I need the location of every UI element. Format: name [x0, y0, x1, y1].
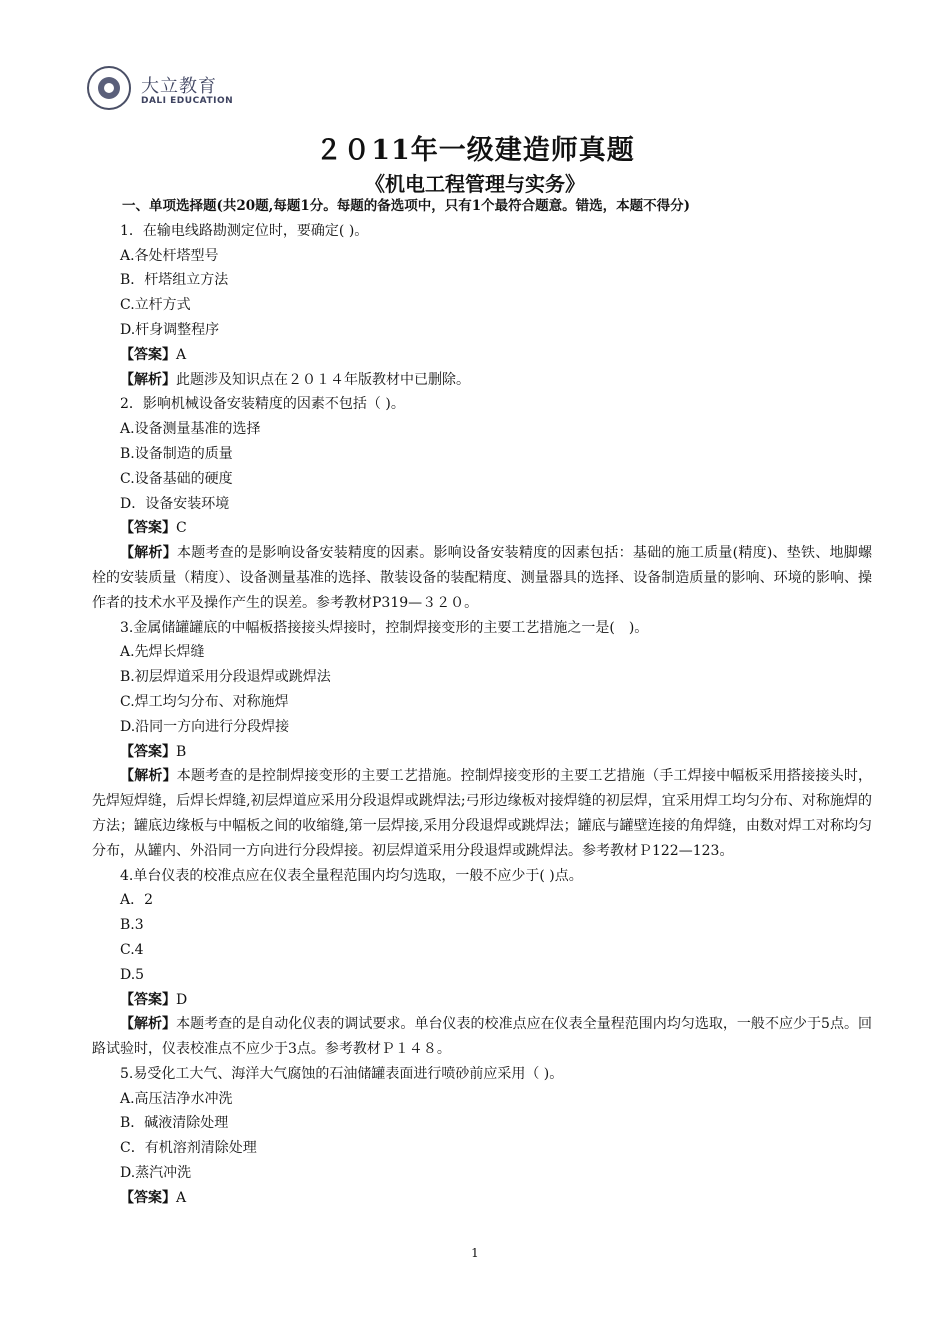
answer-value: B — [176, 743, 187, 760]
section-heading: 一、单项选择题(共20题,每题1分。每题的备选项中，只有1个最符合题意。错选，本题不得分) — [122, 198, 691, 214]
option: C．有机溶剂清除处理 — [120, 1140, 257, 1157]
question-stem: 2．影响机械设备安装精度的因素不包括（ )。 — [120, 396, 405, 413]
analysis-label: 【解析】 — [120, 1016, 177, 1033]
analysis-label: 【解析】 — [120, 545, 177, 562]
option: D.沿同一方向进行分段焊接 — [120, 718, 290, 735]
analysis-text: 本题考查的是控制焊接变形的主要工艺措施。控制焊接变形的主要工艺措施（手工焊接中幅板采用搭接接头时，先焊短焊缝，后焊长焊缝,初层焊道应采用分段退焊或跳焊法;弓形边缘板对接焊缝的初层焊，宜采用焊工均匀分布、对称施焊的方法；罐底边缘板与中幅板之间的收缩缝,第一层焊接,采用分段退焊或跳焊法；罐底与罐壁连接的角焊缝，由数对焊工对称均匀分布，从罐内、外沿同一方向进行分段焊接。初层焊道采用分段退焊或跳焊法。参考教材Ｐ122—123。 — [92, 768, 873, 859]
option: C.设备基础的硬度 — [120, 470, 233, 487]
document-title: ２０11年一级建造师真题 — [315, 135, 635, 166]
analysis-text: 本题考查的是影响设备安装精度的因素。影响设备安装精度的因素包括：基础的施工质量(精度)、垫铁、地脚螺栓的安装质量（精度）、设备测量基准的选择、散装设备的装配精度、测量器具的选择、设备制造质量的影响、环境的影响、操作者的技术水平及操作产生的误差。参考教材P319—３２０。 — [92, 545, 873, 611]
option: A．2 — [120, 892, 154, 909]
option: A.各处杆塔型号 — [120, 247, 219, 264]
question-stem: 1．在输电线路勘测定位时，要确定( )。 — [120, 222, 369, 239]
analysis-paragraph — [92, 541, 872, 615]
analysis-label: 【解析】 — [120, 371, 176, 388]
question-1 — [92, 219, 872, 393]
option: B.初层焊道采用分段退焊或跳焊法 — [120, 669, 331, 686]
analysis-label: 【解析】 — [120, 768, 177, 785]
option: B.3 — [120, 917, 144, 934]
page-number: 1 — [471, 1246, 479, 1260]
analysis-paragraph — [92, 764, 872, 863]
answer-line — [92, 343, 872, 368]
question-stem: 5.易受化工大气、海洋大气腐蚀的石油储罐表面进行喷砂前应采用（ )。 — [120, 1065, 564, 1082]
answer-value: A — [176, 346, 187, 363]
option: B．杆塔组立方法 — [120, 272, 229, 289]
analysis-paragraph — [92, 368, 872, 393]
answer-label: 【答案】 — [120, 346, 176, 363]
question-2 — [92, 392, 872, 615]
analysis-text: 本题考查的是自动化仪表的调试要求。单台仪表的校准点应在仪表全量程范围内均匀选取，一般不应少于5点。回路试验时，仪表校准点不应少于3点。参考教材Ｐ１４８。 — [92, 1016, 873, 1058]
document-subtitle: 《机电工程管理与实务》 — [365, 172, 585, 196]
option: B．碱液清除处理 — [120, 1115, 229, 1132]
analysis-paragraph — [92, 1012, 872, 1062]
option: A.设备测量基准的选择 — [120, 421, 261, 438]
option: D．设备安装环境 — [120, 495, 230, 512]
option: C.立杆方式 — [120, 297, 191, 314]
question-3 — [92, 616, 872, 864]
option: C.焊工均匀分布、对称施焊 — [120, 693, 289, 710]
option: D.蒸汽冲洗 — [120, 1165, 192, 1182]
answer-label: 【答案】 — [120, 743, 176, 760]
question-4 — [92, 864, 872, 1062]
answer-value: C — [176, 520, 187, 537]
logo-text-cn: 大立教育 — [141, 76, 217, 97]
analysis-text: 此题涉及知识点在２０１４年版教材中已删除。 — [176, 371, 470, 388]
answer-line — [92, 740, 872, 765]
answer-value: A — [176, 1189, 187, 1206]
answer-label: 【答案】 — [120, 991, 176, 1008]
answer-value: D — [176, 991, 188, 1008]
option: D.杆身调整程序 — [120, 321, 220, 338]
option: A.高压洁净水冲洗 — [120, 1090, 233, 1107]
question-5 — [92, 1062, 872, 1211]
option: B.设备制造的质量 — [120, 445, 233, 462]
brand-logo — [87, 66, 247, 114]
answer-line — [92, 988, 872, 1013]
answer-label: 【答案】 — [120, 520, 176, 537]
option: C.4 — [120, 941, 144, 958]
answer-line — [92, 1186, 872, 1211]
question-stem: 3.金属储罐罐底的中幅板搭接接头焊接时，控制焊接变形的主要工艺措施之一是( )。 — [120, 619, 649, 636]
question-stem: 4.单台仪表的校准点应在仪表全量程范围内均匀选取，一般不应少于( )点。 — [120, 867, 583, 884]
document-body — [92, 194, 872, 1211]
option: D.5 — [120, 966, 145, 983]
logo-text-en: DALI EDUCATION — [141, 96, 234, 106]
logo-emblem-icon — [87, 66, 131, 110]
option: A.先焊长焊缝 — [120, 644, 205, 661]
answer-line — [92, 516, 872, 541]
answer-label: 【答案】 — [120, 1189, 176, 1206]
